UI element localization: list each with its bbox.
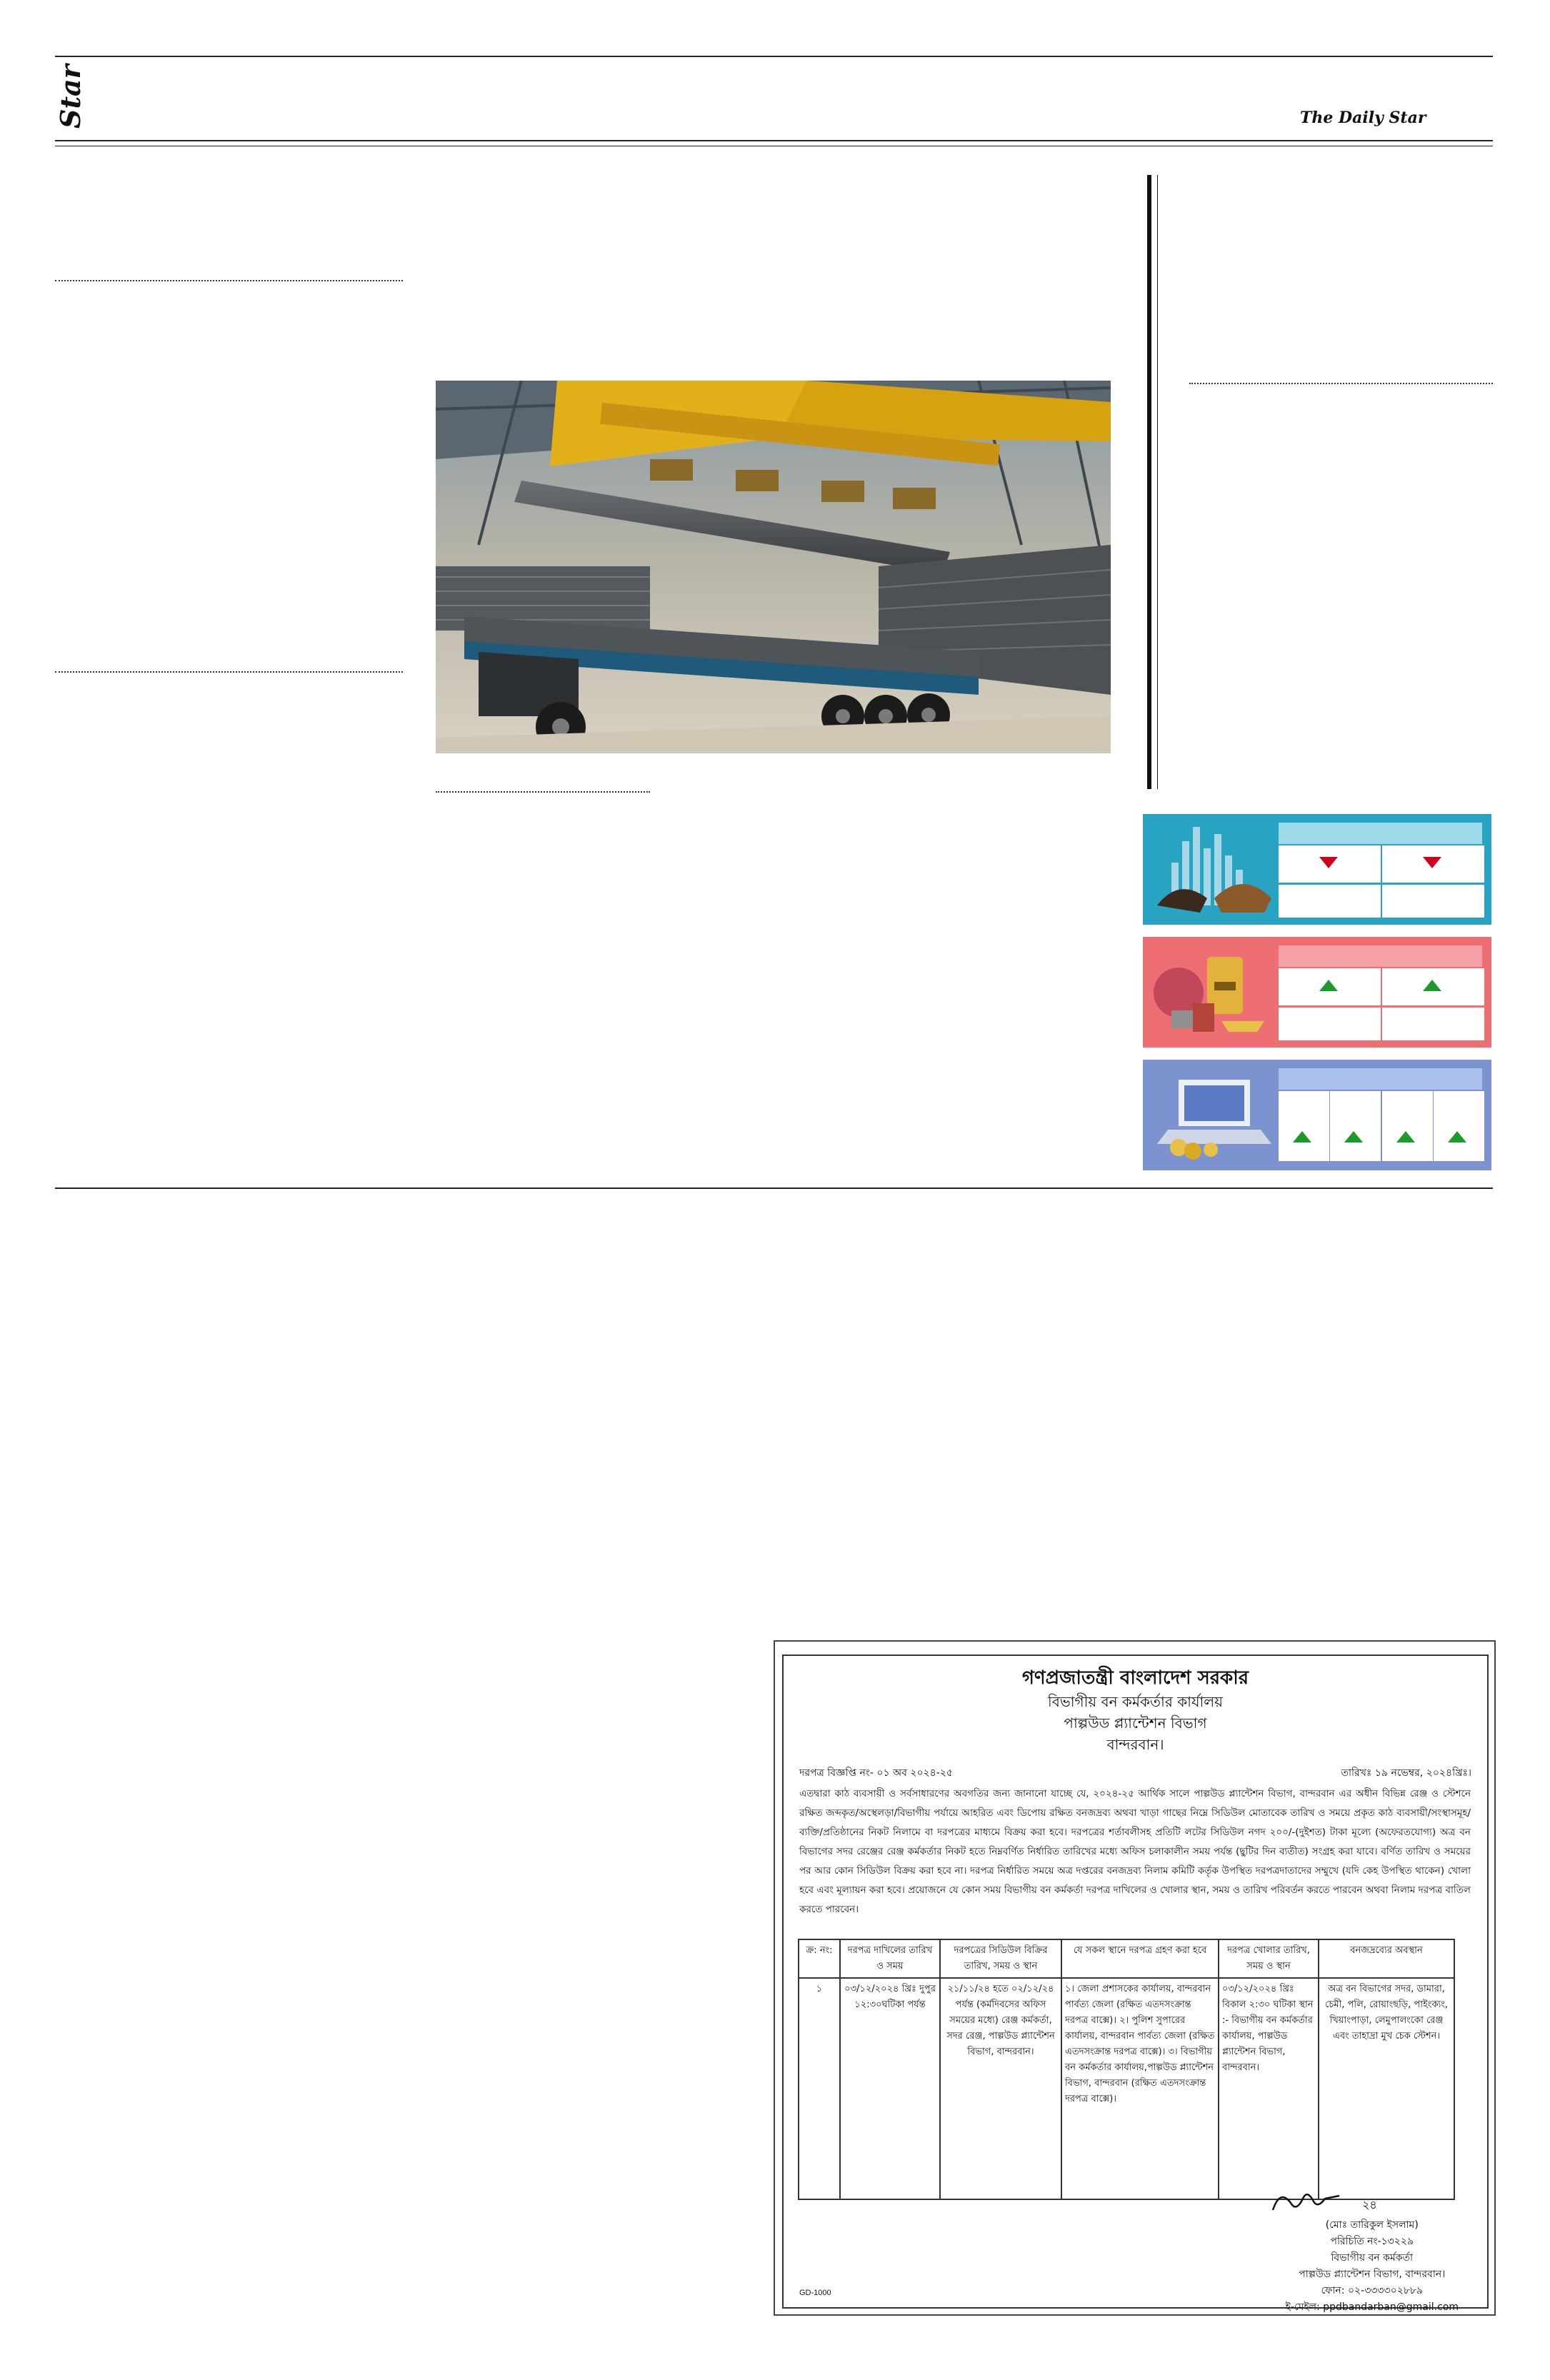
currencies-cell-3	[1382, 1091, 1433, 1161]
notice-govt-title: গণপ্রজাতন্ত্রী বাংলাদেশ সরকার	[1021, 1667, 1249, 1689]
stocks-header-bar	[1279, 823, 1482, 844]
cell-places: ১। জেলা প্রশাসকের কার্যালয়, বান্দরবান পার্বত্য জেলা (রক্ষিত এতদসংক্রান্ত দরপত্র বাক্সে)। ২। পুলিশ সুপারের কার্যালয়, বান্দরবান পার্বত্য জেলা (রক্ষিত এতদসংক্রান্ত দরপত্র বাক্সে)। ৩। বিভাগীয় বন কর্মকর্তার কার্যালয়,পাল্পউড প্ল্যান্টেশন বিভাগ, বান্দরবান (রক্ষিত এতদসংক্রান্ত দরপত্র বাক্সে)।	[1061, 1978, 1219, 2199]
triangle-up-icon	[1293, 1131, 1311, 1143]
table-row	[799, 1978, 1454, 2199]
col-places: যে সকল স্থানে দরপত্র গ্রহণ করা হবে	[1061, 1939, 1219, 1978]
col-serial: ক্র: নং:	[799, 1939, 840, 1978]
col-submission: দরপত্র দাখিলের তারিখ ও সময়	[840, 1939, 940, 1978]
currencies-cell-4	[1434, 1091, 1484, 1161]
market-panel-stocks	[1143, 814, 1491, 925]
left-column-divider-2	[55, 671, 403, 673]
notice-division: পাল্পউড প্ল্যান্টেশন বিভাগ	[1064, 1714, 1207, 1732]
right-column-divider	[1189, 383, 1493, 384]
laptop-coins-illustration	[1150, 1065, 1279, 1165]
section-rule	[55, 1188, 1493, 1189]
triangle-up-icon	[1319, 980, 1338, 991]
notice-schedule-table	[798, 1939, 1455, 2200]
signatory-office: পাল্পউড প্ল্যান্টেশন বিভাগ, বান্দরবান।	[1299, 2269, 1446, 2280]
col-location: বনজদ্রব্যের অবস্থান	[1319, 1939, 1454, 1978]
market-panel-currencies	[1143, 1060, 1491, 1170]
triangle-down-icon	[1319, 857, 1338, 868]
vertical-column-rule-thin	[1157, 175, 1158, 789]
signatory-id: পরিচিতি নং-১৩২২৯	[1330, 2236, 1414, 2247]
news-photo-steel-warehouse	[436, 381, 1111, 753]
col-schedule-sale: দরপত্রের সিডিউল বিক্রির তারিখ, সময় ও স্থান	[940, 1939, 1061, 1978]
triangle-down-icon	[1423, 857, 1441, 868]
notice-date: তারিখঃ ১৯ নভেম্বর, ২০২৪খ্রিঃ।	[1341, 1767, 1471, 1779]
signatory-phone: ফোন: ০২-৩৩৩৩০২৮৮৯	[1321, 2285, 1424, 2296]
photo-caption-divider	[436, 791, 650, 793]
signatory-name: (মোঃ তারিকুল ইসলাম)	[1325, 2219, 1419, 2231]
currencies-cell-1	[1279, 1091, 1329, 1161]
commodities-cell-4	[1382, 1008, 1484, 1040]
signature-date-scribble: ২৪	[1362, 2198, 1377, 2211]
market-panel-commodities	[1143, 937, 1491, 1048]
stocks-cell-4	[1382, 885, 1484, 918]
cell-location: অত্র বন বিভাগের সদর, ডামারা, চেমী, পলি, রোয়াংছড়ি, পাইংক্যং, খিয়াংপাড়া, লেমুপালংকো রেঞ্জ এবং তাহাদ্রা মুখ চেক স্টেশন।	[1319, 1978, 1454, 2199]
triangle-up-icon	[1344, 1131, 1363, 1143]
triangle-up-icon	[1448, 1131, 1466, 1143]
currencies-header-bar	[1279, 1068, 1482, 1090]
bull-bear-illustration	[1150, 820, 1279, 920]
currencies-cell-2	[1330, 1091, 1381, 1161]
star-logo: Star	[54, 64, 86, 129]
triangle-up-icon	[1423, 980, 1441, 991]
signatory-title: বিভাগীয় বন কর্মকর্তা	[1331, 2252, 1414, 2264]
notice-office: বিভাগীয় বন কর্মকর্তার কার্যালয়	[1047, 1693, 1223, 1710]
oil-gold-illustration	[1150, 943, 1279, 1043]
notice-district: বান্দরবান।	[1106, 1736, 1164, 1753]
notice-signatory-block	[1286, 2217, 1459, 2316]
signatory-email: ই-মেইল: ppdbandarban@gmail.com	[1285, 2301, 1459, 2313]
masthead-rule-1	[55, 140, 1493, 141]
notice-body-text: এতদ্বারা কাঠ ব্যবসায়ী ও সর্বসাধারণের অবগতির জন্য জানানো যাচ্ছে যে, ২০২৪-২৫ আর্থিক সালে পাল্পউড প্ল্যান্টেশন বিভাগ, বান্দরবান এর অধীন বিভিন্ন রেঞ্জ ও স্টেশনে রক্ষিত জব্দকৃত/অস্থেলড়া/বিভাগীয় পর্যায়ে আহরিত এবং ডিপোয় রক্ষিত বনজদ্রব্য অথবা খাড়া গাছের নিম্নে সিডিউল মোতাবেক তারিখ ও সময়ে প্রকৃত কাঠ ব্যবসায়ী/সংস্থাসমূহ/ব্যক্তি/প্রতিষ্ঠানের নিকট নিলামে বা দরপত্রের মাধ্যমে বিক্রয় করা হবে। দরপত্রের শর্তাবলীসহ প্রতিটি লটের সিডিউল নগদ ২০০/-(দুইশত) টাকা মূল্যে (অফেরতযোগ্য) অত্র বন বিভাগের সদর রেঞ্জের রেঞ্জ কর্মকর্তার নিকট হতে নিম্নবর্ণিত নির্ধারিত তারিখের মধ্যে অফিস চলাকালীন সময় পর্যন্ত (ছুটির দিন ব্যতীত) সংগ্রহ করা যাবে। বর্ণিত তারিখ ও সময়ের পর আর কোন সিডিউল বিক্রয় করা হবে না। দরপত্র নির্ধারিত সময়ে অত্র দপ্তরের বনজদ্রব্য নিলাম কমিটি কর্তৃক উপস্থিত দরপত্রদাতাদের সম্মুখে (যদি কেহ উপস্থিত থাকেন) খোলা হবে এবং মূল্যায়ন করা হবে। প্রয়োজনে যে কোন সময় বিভাগীয় বন কর্মকর্তা দরপত্র দাখিলের ও খোলার স্থান, সময় ও তারিখ পরিবর্তন করতে পারবেন অথবা নিলাম দরপত্র বাতিল করতে পারবেন।	[799, 1788, 1471, 1915]
commodities-cell-3	[1279, 1008, 1381, 1040]
top-rule	[55, 56, 1493, 57]
cell-submission: ০৩/১২/২০২৪ খ্রিঃ দুপুর ১২:৩০ঘটিকা পর্যন্ত	[840, 1978, 940, 2199]
vertical-column-rule	[1147, 175, 1151, 789]
commodities-header-bar	[1279, 945, 1482, 967]
cell-schedule-sale: ২১/১১/২৪ হতে ০২/১২/২৪ পর্যন্ত (কর্মদিবসের অফিস সময়ের মধ্যে) রেঞ্জ কর্মকর্তা, সদর রেঞ্জ, পাল্পউড প্ল্যান্টেশন বিভাগ, বান্দরবান।	[940, 1978, 1061, 2199]
cell-opening: ০৩/১২/২০২৪ খ্রিঃ বিকাল ২:৩০ ঘটিকা স্থান :- বিভাগীয় বন কর্মকর্তার কার্যালয়, পাল্পউড প্ল্যান্টেশন বিভাগ, বান্দরবান।	[1219, 1978, 1319, 2199]
tender-notice-advertisement	[774, 1640, 1496, 2316]
col-opening: দরপত্র খোলার তারিখ, সময় ও স্থান	[1219, 1939, 1319, 1978]
handwritten-signature	[1269, 2189, 1362, 2217]
stocks-cell-3	[1279, 885, 1381, 918]
paper-name: The Daily Star	[1300, 109, 1426, 127]
notice-memo-number: দরপত্র বিজ্ঞপ্তি নং- ০১ অব ২০২৪-২৫	[799, 1767, 953, 1779]
triangle-up-icon	[1396, 1131, 1415, 1143]
tender-notice-frame	[782, 1655, 1489, 2313]
left-column-divider-1	[55, 280, 403, 281]
gd-code: GD-1000	[799, 2289, 831, 2297]
cell-serial: ১	[799, 1978, 840, 2199]
